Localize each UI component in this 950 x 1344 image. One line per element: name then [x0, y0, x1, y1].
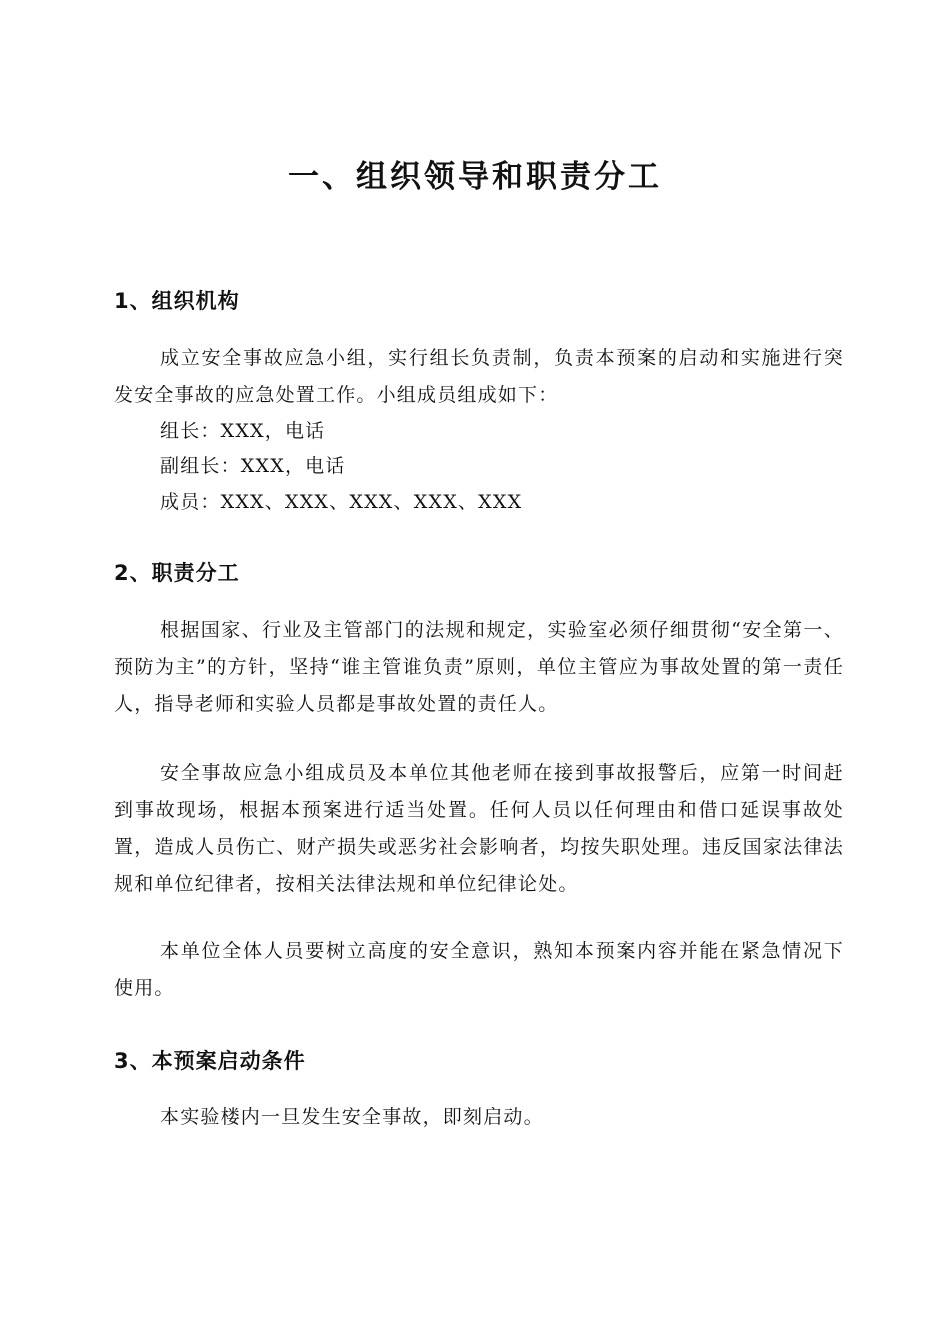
section-3-heading: 3、本预案启动条件 — [114, 1049, 306, 1073]
member-leader-line: 组长：XXX，电话 — [160, 420, 326, 442]
section-1-heading: 1、组织机构 — [114, 289, 240, 313]
section-3-paragraph-1: 本实验楼内一旦发生安全事故，即刻启动。 — [160, 1106, 544, 1128]
section-2-paragraph-1: 根据国家、行业及主管部门的法规和规定，实验室必须仔细贯彻“安全第一、预防为主”的方针，坚持“谁主管谁负责”原则，单位主管应为事故处置的第一责任人，指导老师和实验人员都是事故处置的责任人。 — [114, 619, 844, 715]
member-list-line: 成员：XXX、XXX、XXX、XXX、XXX — [160, 491, 523, 513]
section-2-paragraph-3: 本单位全体人员要树立高度的安全意识，熟知本预案内容并能在紧急情况下使用。 — [114, 940, 844, 999]
section-2-paragraph-2: 安全事故应急小组成员及本单位其他老师在接到事故报警后，应第一时间赶到事故现场，根据本预案进行适当处置。任何人员以任何理由和借口延误事故处置，造成人员伤亡、财产损失或恶劣社会影响者，均按失职处理。违反国家法律法规和单位纪律者，按相关法律法规和单位纪律论处。 — [114, 762, 844, 895]
member-deputy-line: 副组长：XXX，电话 — [160, 455, 346, 477]
document-title: 一、组织领导和职责分工 — [288, 159, 662, 195]
section-2-heading: 2、职责分工 — [114, 561, 240, 585]
section-1-paragraph-1: 成立安全事故应急小组，实行组长负责制，负责本预案的启动和实施进行突发安全事故的应急处置工作。小组成员组成如下： — [114, 347, 844, 406]
